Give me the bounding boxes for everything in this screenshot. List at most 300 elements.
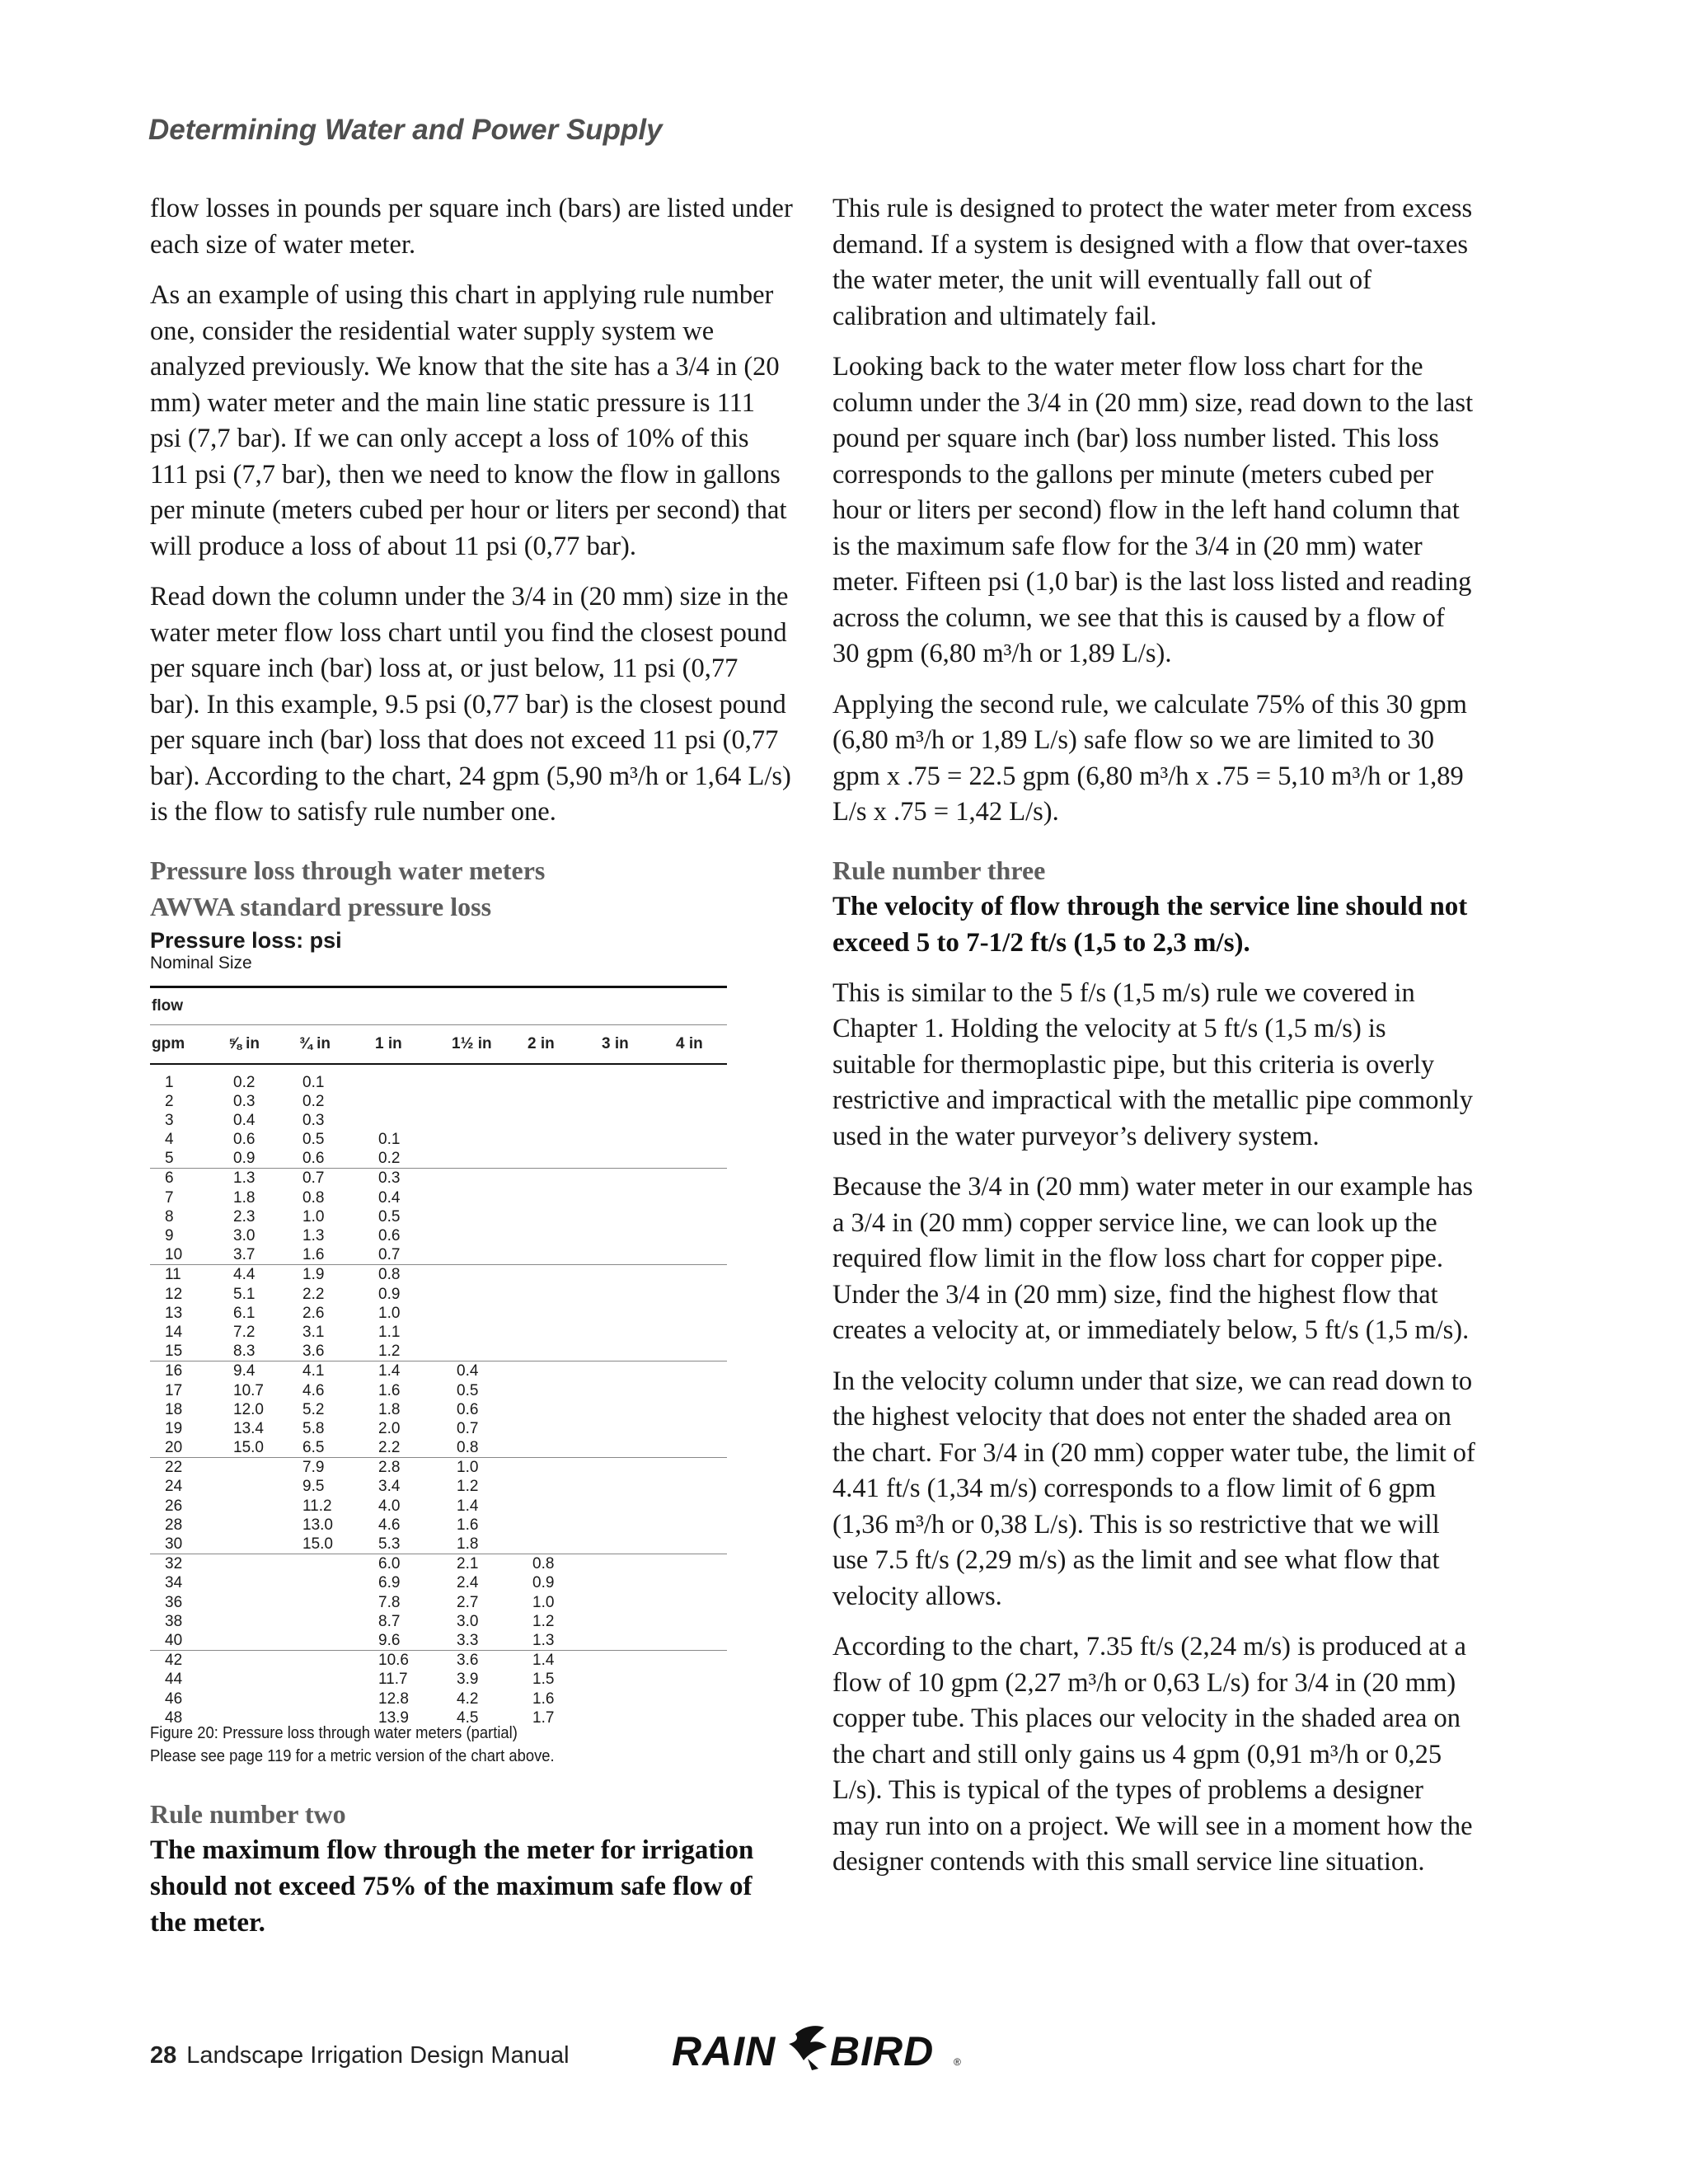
table-cell: 38: [165, 1612, 183, 1630]
table-cell: [602, 1631, 676, 1650]
table-cell: 8.3: [233, 1343, 256, 1361]
table-cell: [452, 1226, 528, 1245]
table-cell: 12.8: [378, 1690, 409, 1708]
table-cell: [299, 1554, 375, 1573]
table-cell: 3.7: [233, 1246, 256, 1264]
table-cell: [528, 1438, 602, 1457]
table-cell: 0.9: [233, 1150, 256, 1168]
header-cell: 1 in: [375, 1034, 402, 1052]
figure-note: Please see page 119 for a metric version of the chart above.: [150, 1746, 555, 1765]
table-cell: 0.9: [532, 1574, 555, 1592]
table-cell: 15.0: [302, 1535, 333, 1553]
table-cell: [602, 1361, 676, 1380]
table-cell: 16: [165, 1362, 183, 1380]
table-row: [150, 1188, 727, 1207]
table-cell: [602, 1497, 676, 1516]
table-cell: [602, 1690, 676, 1708]
table-cell: 46: [165, 1690, 183, 1708]
table-cell: [528, 1458, 602, 1477]
table-cell: 1.6: [378, 1381, 401, 1399]
table-body: [150, 1065, 727, 1727]
table-row: [150, 1226, 727, 1245]
table-cell: 5.1: [233, 1285, 256, 1303]
header-cell: 3 in: [602, 1034, 629, 1052]
table-cell: [602, 1400, 676, 1419]
table-cell: [452, 1111, 528, 1130]
table-cell: 1.2: [378, 1343, 401, 1361]
table-cell: 1.5: [532, 1671, 555, 1689]
table-cell: 4.4: [233, 1266, 256, 1284]
table-cell: 3.9: [457, 1671, 479, 1689]
table-cell: 1.8: [457, 1535, 479, 1553]
bird-icon: [789, 2026, 827, 2070]
table-cell: [676, 1188, 727, 1207]
table-cell: [602, 1573, 676, 1592]
running-head: Determining Water and Power Supply: [148, 114, 663, 146]
page-number: 28: [150, 2042, 177, 2069]
table-cell: 12: [165, 1285, 183, 1303]
paragraph: This rule is designed to protect the water meter from excess demand. If a system is designed with a flow that over-taxes the water meter, the unit will eventually fall out of calibration and ultimately fail.: [832, 194, 1473, 331]
table-cell: 4.1: [302, 1362, 325, 1380]
flow-label: flow: [152, 996, 183, 1015]
table-row: [150, 1458, 727, 1477]
table-cell: [528, 1535, 602, 1554]
table-cell: [528, 1400, 602, 1419]
table-cell: [528, 1323, 602, 1342]
table-cell: 1: [165, 1073, 174, 1091]
table-cell: 13: [165, 1304, 183, 1322]
table-cell: [676, 1593, 727, 1612]
paragraph: Looking back to the water meter flow loss chart for the column under the 3/4 in (20 mm) size, read down to the last pound per square inch (bar) loss number listed. This loss corresponds to the gallons per minute (meters cubed per hour or liters per second) flow in the left hand column that is the maximum safe flow for the 3/4 in (20 mm) water meter. Fifteen psi (1,0 bar) is the last loss listed and reading across the column, we see that this is caused by a flow of 30 gpm (6,80 m³/h or 1,89 L/s).: [832, 352, 1474, 668]
table-cell: [228, 1458, 299, 1477]
table-cell: 0.5: [457, 1381, 479, 1399]
table-subtitle: Nominal Size: [150, 953, 252, 972]
chart-heading: Pressure loss through water meters: [150, 855, 546, 885]
table-cell: 1.6: [532, 1690, 555, 1708]
table-cell: [602, 1651, 676, 1670]
table-cell: 1.2: [457, 1478, 479, 1496]
table-cell: [528, 1149, 602, 1168]
table-cell: [676, 1169, 727, 1188]
logo-text-right: BIRD: [830, 2028, 935, 2074]
table-cell: 48: [165, 1708, 183, 1727]
right-column: [832, 191, 1475, 1896]
table-cell: 7.9: [302, 1459, 325, 1477]
table-cell: 8: [165, 1207, 174, 1226]
table-row: [150, 1073, 727, 1092]
paragraph: Applying the second rule, we calculate 75% of this 30 gpm (6,80 m³/h or 1,89 L/s) safe flow so we are limited to 30 gpm x .75 = 22.5 gpm (6,80 m³/h x .75 = 5,10 m³/h or 1,89 L/s x .75 = 1,42 L/s).: [832, 689, 1467, 827]
table-cell: 3.4: [378, 1478, 401, 1496]
table-row: [150, 1361, 727, 1380]
table-cell: 7.8: [378, 1593, 401, 1611]
table-cell: [528, 1130, 602, 1149]
table-cell: [452, 1245, 528, 1264]
table-cell: 1.8: [233, 1188, 256, 1207]
table-cell: [676, 1612, 727, 1631]
table-cell: 0.3: [302, 1111, 325, 1129]
table-cell: 15: [165, 1343, 183, 1361]
table-cell: 1.2: [532, 1612, 555, 1630]
table-cell: [602, 1516, 676, 1535]
table-cell: 19: [165, 1419, 183, 1437]
table-cell: [676, 1149, 727, 1168]
table-cell: [602, 1149, 676, 1168]
table-cell: [676, 1651, 727, 1670]
header-cell: ¾ in: [299, 1034, 331, 1052]
table-cell: 0.8: [457, 1439, 479, 1457]
table-cell: 2.6: [302, 1304, 325, 1322]
paragraph: According to the chart, 7.35 ft/s (2,24 m/s) is produced at a flow of 10 gpm (2,27 m³/h or 0,63 L/s) for 3/4 in (20 mm) copper tube. This places our velocity in the shaded area on the chart and still only gains us 4 gpm (0,91 m³/h or 0,25 L/s). This is typical of the types of problems a designer may run into on a project. We will see in a moment how the designer contends with this small service line situation.: [832, 1632, 1473, 1877]
table-cell: [452, 1265, 528, 1284]
table-cell: [602, 1323, 676, 1342]
table-cell: 15.0: [233, 1439, 264, 1457]
table-title: Pressure loss: psi: [150, 927, 342, 953]
table-cell: [528, 1497, 602, 1516]
table-cell: 7.2: [233, 1323, 256, 1341]
table-cell: [602, 1285, 676, 1304]
table-cell: [528, 1516, 602, 1535]
table-row: [150, 1593, 727, 1612]
table-cell: 3.3: [457, 1631, 479, 1649]
table-cell: [602, 1245, 676, 1264]
table-cell: [676, 1554, 727, 1573]
table-cell: [528, 1304, 602, 1323]
table-cell: [602, 1265, 676, 1284]
table-cell: 2.2: [378, 1439, 401, 1457]
table-cell: 1.8: [378, 1400, 401, 1418]
table-cell: [602, 1419, 676, 1438]
table-cell: 6.1: [233, 1304, 256, 1322]
table-cell: 0.4: [378, 1188, 401, 1207]
table-cell: 2: [165, 1092, 174, 1110]
table-row: [150, 1092, 727, 1111]
table-cell: [452, 1188, 528, 1207]
table-cell: 11.7: [378, 1671, 408, 1689]
table-cell: 9.6: [378, 1631, 401, 1649]
table-cell: [528, 1092, 602, 1111]
table-cell: [602, 1207, 676, 1226]
table-cell: 5.8: [302, 1419, 325, 1437]
table-cell: [602, 1226, 676, 1245]
table-cell: 4.2: [457, 1690, 479, 1708]
table-cell: [452, 1285, 528, 1304]
table-cell: 4.6: [302, 1381, 325, 1399]
table-cell: 0.2: [378, 1150, 401, 1168]
table-cell: [602, 1458, 676, 1477]
table-cell: [228, 1516, 299, 1535]
table-cell: 0.6: [378, 1227, 401, 1244]
header-cell: 4 in: [676, 1034, 703, 1052]
table-cell: [602, 1438, 676, 1457]
table-cell: [528, 1245, 602, 1264]
page-footer: [150, 2042, 570, 2069]
table-cell: 0.3: [378, 1169, 401, 1188]
table-row: [150, 1400, 727, 1419]
table-cell: [452, 1342, 528, 1361]
table-row: [150, 1477, 727, 1496]
table-cell: [602, 1188, 676, 1207]
table-cell: [676, 1497, 727, 1516]
table-cell: 36: [165, 1593, 183, 1611]
left-column: [150, 191, 793, 1956]
table-cell: 13.9: [378, 1708, 409, 1727]
table-cell: [228, 1497, 299, 1516]
table-cell: 0.6: [233, 1131, 256, 1149]
table-cell: [676, 1073, 727, 1092]
table-row: [150, 1342, 727, 1361]
table-cell: 1.3: [233, 1169, 256, 1188]
table-cell: [676, 1130, 727, 1149]
table-cell: 0.8: [378, 1266, 401, 1284]
table-cell: [375, 1092, 452, 1111]
table-cell: [452, 1207, 528, 1226]
table-cell: 0.8: [532, 1555, 555, 1573]
table-cell: 42: [165, 1652, 183, 1670]
table-cell: [228, 1690, 299, 1708]
table-cell: [676, 1092, 727, 1111]
table-cell: [299, 1690, 375, 1708]
table-cell: [602, 1612, 676, 1631]
table-row: [150, 1285, 727, 1304]
table-cell: [602, 1554, 676, 1573]
table-cell: 2.4: [457, 1574, 479, 1592]
table-cell: 2.0: [378, 1419, 401, 1437]
table-cell: 13.0: [302, 1516, 333, 1534]
table-cell: 1.6: [302, 1246, 325, 1264]
table-cell: [452, 1092, 528, 1111]
table-cell: [676, 1304, 727, 1323]
table-cell: [228, 1593, 299, 1612]
table-row: [150, 1573, 727, 1592]
table-cell: [528, 1342, 602, 1361]
table-row: [150, 1554, 727, 1573]
table-cell: [299, 1631, 375, 1650]
table-cell: [299, 1573, 375, 1592]
table-cell: [228, 1670, 299, 1689]
table-cell: [452, 1169, 528, 1188]
table-cell: 3.6: [302, 1343, 325, 1361]
rule-two-text: The maximum flow through the meter for irrigation should not exceed 75% of the maximum safe flow of the meter.: [150, 1835, 754, 1938]
table-cell: 9.5: [302, 1478, 325, 1496]
rule-three-text: The velocity of flow through the service line should not exceed 5 to 7-1/2 ft/s (1,5 to 2,3 m/s).: [832, 891, 1468, 958]
table-row: [150, 1438, 727, 1457]
table-cell: 34: [165, 1574, 183, 1592]
table-cell: 1.4: [378, 1362, 401, 1380]
table-cell: 13.4: [233, 1419, 264, 1437]
table-cell: 4.0: [378, 1497, 401, 1515]
table-cell: 0.5: [302, 1131, 325, 1149]
table-cell: [452, 1323, 528, 1342]
table-cell: 12.0: [233, 1400, 264, 1418]
table-cell: 10.6: [378, 1652, 409, 1670]
table-cell: 30: [165, 1535, 183, 1553]
table-cell: 24: [165, 1478, 183, 1496]
table-cell: 0.4: [457, 1362, 479, 1380]
table-cell: 1.0: [302, 1207, 325, 1226]
table-cell: 6.5: [302, 1439, 325, 1457]
table-cell: [602, 1169, 676, 1188]
table-cell: [528, 1169, 602, 1188]
registered-mark-icon: ®: [954, 2056, 961, 2068]
table-cell: [676, 1573, 727, 1592]
paragraph: In the velocity column under that size, we can read down to the highest velocity that does not enter the shaded area on the chart. For 3/4 in (20 mm) copper water tube, the limit of 4.41 ft/s (1,34 m/s) corresponds to a flow limit of 6 gpm (1,36 m³/h or 0,38 L/s). This is so restrictive that we will use 7.5 ft/s (2,29 m/s) as the limit and see what flow that velocity allows.: [832, 1366, 1475, 1611]
table-cell: 0.4: [233, 1111, 256, 1129]
table-cell: 0.5: [378, 1207, 401, 1226]
table-cell: [228, 1612, 299, 1631]
table-cell: 11: [165, 1266, 181, 1284]
manual-title: Landscape Irrigation Design Manual: [186, 2042, 570, 2069]
table-row: [150, 1169, 727, 1188]
table-cell: 1.3: [532, 1631, 555, 1649]
table-cell: [676, 1690, 727, 1708]
table-cell: [452, 1304, 528, 1323]
table-row: [150, 1690, 727, 1708]
table-cell: 32: [165, 1555, 183, 1573]
table-cell: 3.6: [457, 1652, 479, 1670]
table-cell: 0.9: [378, 1285, 401, 1303]
table-cell: [676, 1458, 727, 1477]
table-cell: [676, 1516, 727, 1535]
table-cell: [299, 1670, 375, 1689]
table-cell: [676, 1400, 727, 1419]
table-cell: 6: [165, 1169, 174, 1188]
table-cell: 14: [165, 1323, 183, 1341]
table-row: [150, 1419, 727, 1438]
table-cell: [602, 1073, 676, 1092]
rule-two-heading: Rule number two: [150, 1798, 346, 1829]
table-cell: [299, 1593, 375, 1612]
table-cell: 0.2: [302, 1092, 325, 1110]
table-cell: [676, 1265, 727, 1284]
table-cell: [452, 1130, 528, 1149]
table-cell: 0.7: [302, 1169, 325, 1188]
table-cell: [228, 1554, 299, 1573]
table-cell: 2.8: [378, 1459, 401, 1477]
table-cell: 17: [165, 1381, 183, 1399]
header-cell: gpm: [152, 1034, 185, 1052]
table-cell: 26: [165, 1497, 183, 1515]
table-cell: [602, 1111, 676, 1130]
table-row: [150, 1245, 727, 1264]
rule-three-heading: Rule number three: [832, 855, 1046, 885]
table-cell: [602, 1381, 676, 1400]
table-cell: 0.2: [233, 1073, 256, 1091]
table-cell: [528, 1188, 602, 1207]
table-cell: 6.9: [378, 1574, 401, 1592]
table-cell: 44: [165, 1671, 183, 1689]
table-cell: [602, 1092, 676, 1111]
table-cell: 0.6: [457, 1400, 479, 1418]
header-cell: 1½ in: [452, 1034, 492, 1052]
table-row: [150, 1631, 727, 1650]
table-row: [150, 1612, 727, 1631]
table-cell: [528, 1477, 602, 1496]
table-cell: 0.1: [378, 1131, 401, 1149]
paragraph: This is similar to the 5 f/s (1,5 m/s) rule we covered in Chapter 1. Holding the velocity at 5 ft/s (1,5 m/s) is suitable for thermoplastic pipe, but this criteria is overly restrictive and impractical with the metallic pipe commonly used in the water purveyor’s delivery system.: [832, 977, 1474, 1151]
table-cell: [375, 1111, 452, 1130]
table-cell: 1.9: [302, 1266, 325, 1284]
table-cell: [528, 1111, 602, 1130]
table-cell: 10.7: [233, 1381, 264, 1399]
table-cell: [528, 1207, 602, 1226]
table-row: [150, 1535, 727, 1554]
table-cell: [602, 1342, 676, 1361]
paragraph: flow losses in pounds per square inch (bars) are listed under each size of water meter.: [150, 194, 793, 260]
table-cell: 1.6: [457, 1516, 479, 1534]
table-cell: [452, 1073, 528, 1092]
table-cell: 7: [165, 1188, 174, 1207]
table-cell: 18: [165, 1400, 183, 1418]
table-cell: 3.0: [457, 1612, 479, 1630]
figure-caption: Figure 20: Pressure loss through water meters (partial): [150, 1723, 518, 1742]
table-cell: 9: [165, 1227, 174, 1244]
table-cell: 0.7: [378, 1246, 401, 1264]
table-row: [150, 1516, 727, 1535]
table-row: [150, 1651, 727, 1670]
table-row: [150, 1497, 727, 1516]
table-cell: 3: [165, 1111, 174, 1129]
table-cell: 2.7: [457, 1593, 479, 1611]
table-cell: [676, 1245, 727, 1264]
table-cell: 3.1: [302, 1323, 325, 1341]
table-cell: 2.3: [233, 1207, 256, 1226]
table-cell: [676, 1477, 727, 1496]
table-cell: 6.0: [378, 1555, 401, 1573]
rain-bird-logo: [672, 2018, 960, 2079]
table-cell: [676, 1419, 727, 1438]
table-row: [150, 1149, 727, 1168]
table-cell: [602, 1593, 676, 1612]
table-cell: [528, 1226, 602, 1245]
table-cell: 4: [165, 1131, 174, 1149]
paragraph: As an example of using this chart in applying rule number one, consider the residential water supply system we analyzed previously. We know that the site has a 3/4 in (20 mm) water meter and the main line static pressure is 111 psi (7,7 bar). If we can only accept a loss of 10% of this 111 psi (7,7 bar), then we need to know the flow in gallons per minute (meters cubed per hour or liters per second) that will produce a loss of about 11 psi (0,77 bar).: [150, 280, 787, 561]
table-cell: 10: [165, 1246, 183, 1264]
table-cell: 1.3: [302, 1227, 325, 1244]
table-cell: [676, 1361, 727, 1380]
table-row: [150, 1265, 727, 1284]
table-cell: 4.5: [457, 1708, 479, 1727]
table-cell: [676, 1285, 727, 1304]
chart-subheading: AWWA standard pressure loss: [150, 891, 492, 921]
table-cell: [676, 1323, 727, 1342]
table-cell: 0.1: [302, 1073, 325, 1091]
table-cell: [676, 1535, 727, 1554]
table-row: [150, 1323, 727, 1342]
table-cell: [228, 1535, 299, 1554]
table-cell: [676, 1670, 727, 1689]
table-cell: 1.4: [532, 1652, 555, 1670]
table-row: [150, 1670, 727, 1689]
table-cell: 5.3: [378, 1535, 401, 1553]
table-cell: 20: [165, 1439, 183, 1457]
logo-text-left: RAIN: [672, 2028, 776, 2074]
table-cell: [528, 1419, 602, 1438]
table-cell: 0.7: [457, 1419, 479, 1437]
table-cell: [528, 1285, 602, 1304]
table-cell: 5: [165, 1150, 174, 1168]
table-cell: 0.3: [233, 1092, 256, 1110]
table-cell: [228, 1631, 299, 1650]
paragraph: Read down the column under the 3/4 in (20 mm) size in the water meter flow loss chart until you find the closest pound per square inch (bar) loss at, or just below, 11 psi (0,77 bar). In this example, 9.5 psi (0,77 bar) is the closest pound per square inch (bar) loss that does not exceed 11 psi (0,77 bar). According to the chart, 24 gpm (5,90 m³/h or 1,64 L/s) is the flow to satisfy rule number one.: [150, 582, 791, 827]
table-cell: [452, 1149, 528, 1168]
table-cell: [228, 1651, 299, 1670]
header-cell: 2 in: [528, 1034, 555, 1052]
table-cell: 1.1: [378, 1323, 401, 1341]
table-row: [150, 1381, 727, 1400]
table-cell: 9.4: [233, 1362, 256, 1380]
header-cell: ⅝ in: [228, 1034, 260, 1052]
table-cell: [528, 1361, 602, 1380]
